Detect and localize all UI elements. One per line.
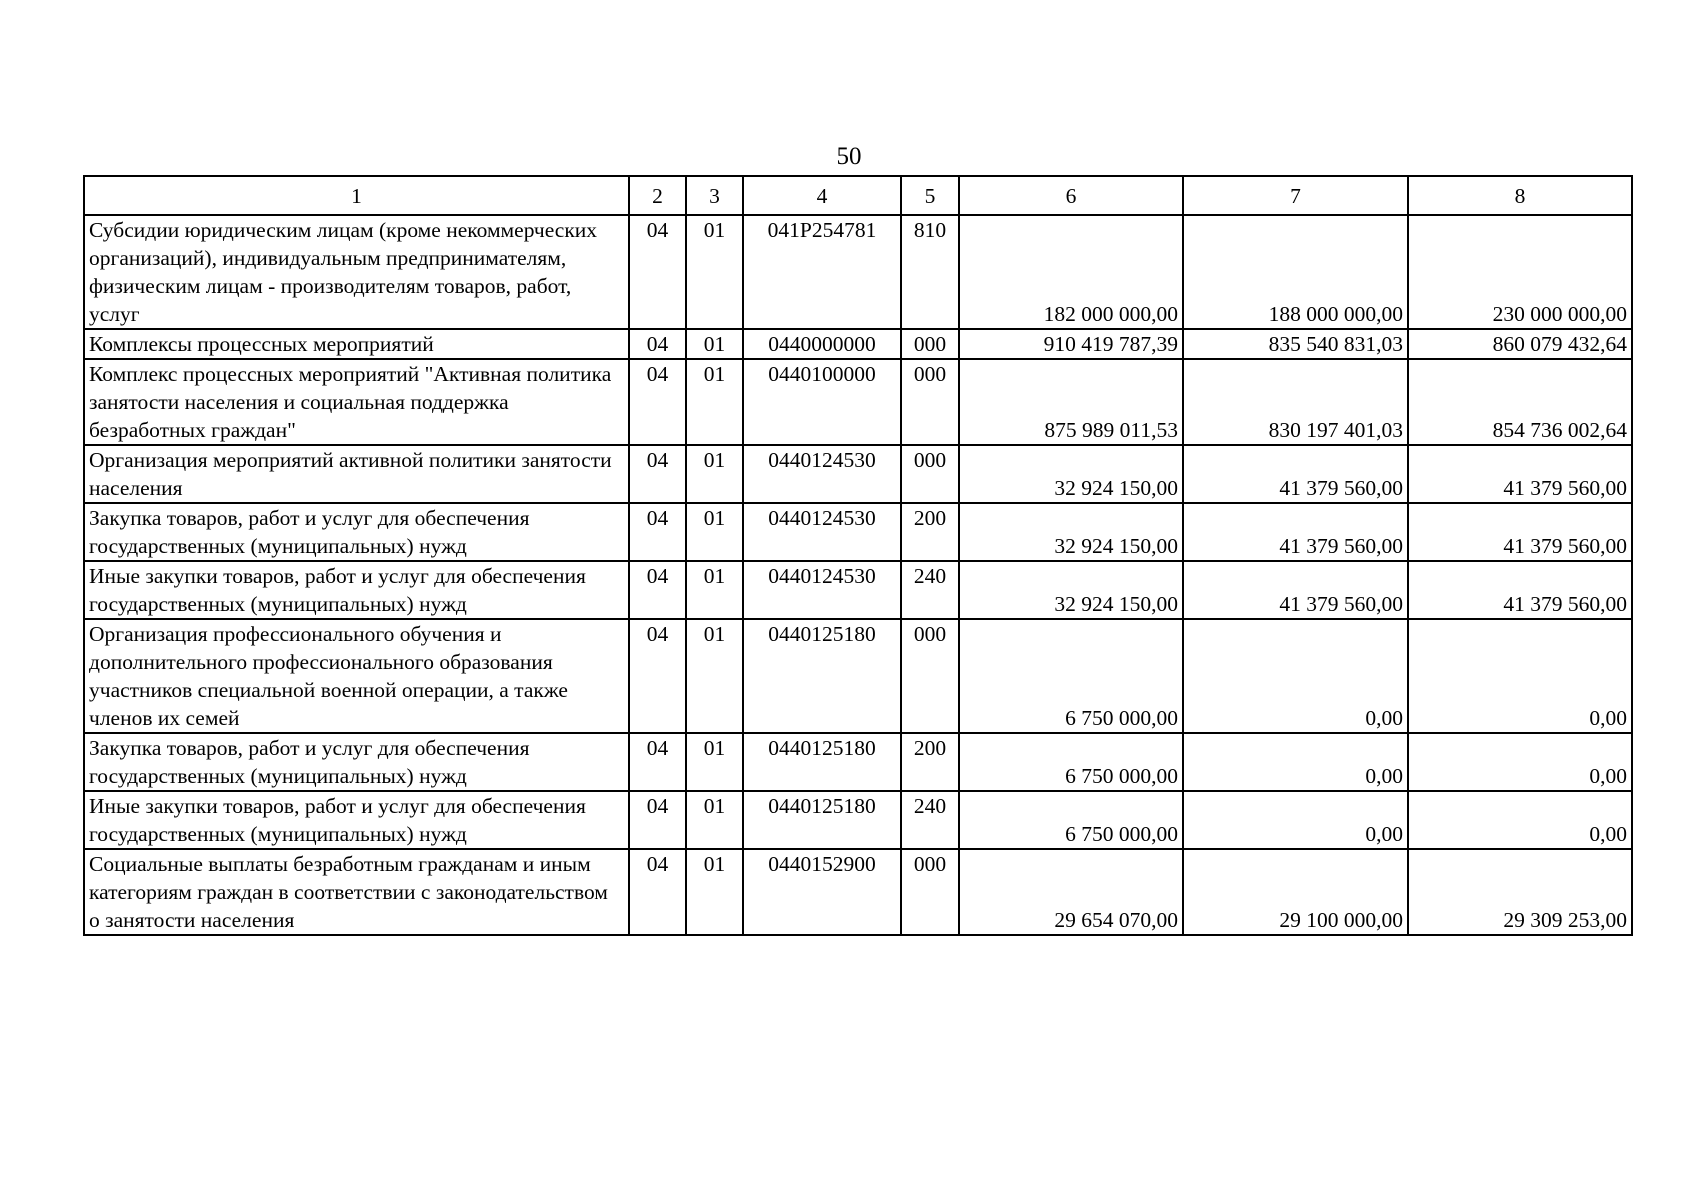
column-header: 3 xyxy=(686,176,743,215)
amount-col-7: 29 100 000,00 xyxy=(1183,849,1408,935)
subsection-code: 01 xyxy=(686,503,743,561)
row-name: Субсидии юридическим лицам (кроме некоммерческих организаций), индивидуальным предпринимателям, физическим лицам - производителям товаров, работ, услуг xyxy=(84,215,629,329)
row-name: Комплексы процессных мероприятий xyxy=(84,329,629,359)
table-row xyxy=(84,619,1632,733)
amount-col-6: 875 989 011,53 xyxy=(959,359,1183,445)
row-name: Закупка товаров, работ и услуг для обеспечения государственных (муниципальных) нужд xyxy=(84,733,629,791)
amount-col-7: 41 379 560,00 xyxy=(1183,561,1408,619)
section-code: 04 xyxy=(629,503,686,561)
row-name: Закупка товаров, работ и услуг для обеспечения государственных (муниципальных) нужд xyxy=(84,503,629,561)
column-header: 4 xyxy=(743,176,901,215)
section-code: 04 xyxy=(629,619,686,733)
amount-col-7: 835 540 831,03 xyxy=(1183,329,1408,359)
section-code: 04 xyxy=(629,849,686,935)
amount-col-8: 41 379 560,00 xyxy=(1408,503,1632,561)
expense-type-code: 000 xyxy=(901,849,959,935)
expense-type-code: 810 xyxy=(901,215,959,329)
amount-col-6: 6 750 000,00 xyxy=(959,791,1183,849)
table-row xyxy=(84,445,1632,503)
target-article-code: 0440000000 xyxy=(743,329,901,359)
subsection-code: 01 xyxy=(686,791,743,849)
section-code: 04 xyxy=(629,359,686,445)
section-code: 04 xyxy=(629,733,686,791)
expense-type-code: 240 xyxy=(901,561,959,619)
row-name: Иные закупки товаров, работ и услуг для обеспечения государственных (муниципальных) нужд xyxy=(84,791,629,849)
table-row xyxy=(84,791,1632,849)
table-row xyxy=(84,733,1632,791)
row-name: Организация мероприятий активной политики занятости населения xyxy=(84,445,629,503)
section-code: 04 xyxy=(629,561,686,619)
amount-col-6: 6 750 000,00 xyxy=(959,619,1183,733)
amount-col-6: 6 750 000,00 xyxy=(959,733,1183,791)
expense-type-code: 200 xyxy=(901,503,959,561)
expense-type-code: 240 xyxy=(901,791,959,849)
amount-col-7: 41 379 560,00 xyxy=(1183,445,1408,503)
row-name: Комплекс процессных мероприятий "Активная политика занятости населения и социальная поддержка безработных граждан" xyxy=(84,359,629,445)
amount-col-8: 41 379 560,00 xyxy=(1408,445,1632,503)
amount-col-8: 29 309 253,00 xyxy=(1408,849,1632,935)
amount-col-8: 0,00 xyxy=(1408,733,1632,791)
amount-col-8: 860 079 432,64 xyxy=(1408,329,1632,359)
amount-col-8: 0,00 xyxy=(1408,619,1632,733)
table-row xyxy=(84,849,1632,935)
table-row xyxy=(84,561,1632,619)
target-article-code: 0440125180 xyxy=(743,619,901,733)
expense-type-code: 000 xyxy=(901,359,959,445)
amount-col-7: 0,00 xyxy=(1183,733,1408,791)
column-header: 2 xyxy=(629,176,686,215)
column-header: 1 xyxy=(84,176,629,215)
target-article-code: 0440124530 xyxy=(743,503,901,561)
target-article-code: 0440125180 xyxy=(743,791,901,849)
table-row xyxy=(84,503,1632,561)
subsection-code: 01 xyxy=(686,359,743,445)
expense-type-code: 000 xyxy=(901,619,959,733)
column-header: 6 xyxy=(959,176,1183,215)
amount-col-8: 41 379 560,00 xyxy=(1408,561,1632,619)
column-header: 8 xyxy=(1408,176,1632,215)
amount-col-6: 182 000 000,00 xyxy=(959,215,1183,329)
amount-col-7: 188 000 000,00 xyxy=(1183,215,1408,329)
amount-col-8: 230 000 000,00 xyxy=(1408,215,1632,329)
page-number: 50 xyxy=(836,143,862,170)
section-code: 04 xyxy=(629,215,686,329)
amount-col-7: 0,00 xyxy=(1183,791,1408,849)
table-row xyxy=(84,359,1632,445)
budget-table xyxy=(83,175,1633,936)
subsection-code: 01 xyxy=(686,849,743,935)
amount-col-8: 854 736 002,64 xyxy=(1408,359,1632,445)
section-code: 04 xyxy=(629,445,686,503)
target-article-code: 0440124530 xyxy=(743,445,901,503)
amount-col-6: 29 654 070,00 xyxy=(959,849,1183,935)
section-code: 04 xyxy=(629,791,686,849)
target-article-code: 0440125180 xyxy=(743,733,901,791)
expense-type-code: 200 xyxy=(901,733,959,791)
amount-col-6: 910 419 787,39 xyxy=(959,329,1183,359)
row-name: Иные закупки товаров, работ и услуг для обеспечения государственных (муниципальных) нужд xyxy=(84,561,629,619)
target-article-code: 0440100000 xyxy=(743,359,901,445)
amount-col-6: 32 924 150,00 xyxy=(959,503,1183,561)
table-row xyxy=(84,329,1632,359)
amount-col-7: 41 379 560,00 xyxy=(1183,503,1408,561)
row-name: Организация профессионального обучения и дополнительного профессионального образования участников специальной военной операции, а также членов их семей xyxy=(84,619,629,733)
amount-col-7: 830 197 401,03 xyxy=(1183,359,1408,445)
expense-type-code: 000 xyxy=(901,445,959,503)
amount-col-6: 32 924 150,00 xyxy=(959,445,1183,503)
target-article-code: 041P254781 xyxy=(743,215,901,329)
target-article-code: 0440124530 xyxy=(743,561,901,619)
target-article-code: 0440152900 xyxy=(743,849,901,935)
section-code: 04 xyxy=(629,329,686,359)
subsection-code: 01 xyxy=(686,733,743,791)
header-row xyxy=(84,176,1632,215)
expense-type-code: 000 xyxy=(901,329,959,359)
table-row xyxy=(84,215,1632,329)
amount-col-7: 0,00 xyxy=(1183,619,1408,733)
subsection-code: 01 xyxy=(686,619,743,733)
column-header: 5 xyxy=(901,176,959,215)
row-name: Социальные выплаты безработным гражданам и иным категориям граждан в соответствии с законодательством о занятости населения xyxy=(84,849,629,935)
subsection-code: 01 xyxy=(686,329,743,359)
amount-col-6: 32 924 150,00 xyxy=(959,561,1183,619)
subsection-code: 01 xyxy=(686,445,743,503)
subsection-code: 01 xyxy=(686,561,743,619)
subsection-code: 01 xyxy=(686,215,743,329)
amount-col-8: 0,00 xyxy=(1408,791,1632,849)
column-header: 7 xyxy=(1183,176,1408,215)
